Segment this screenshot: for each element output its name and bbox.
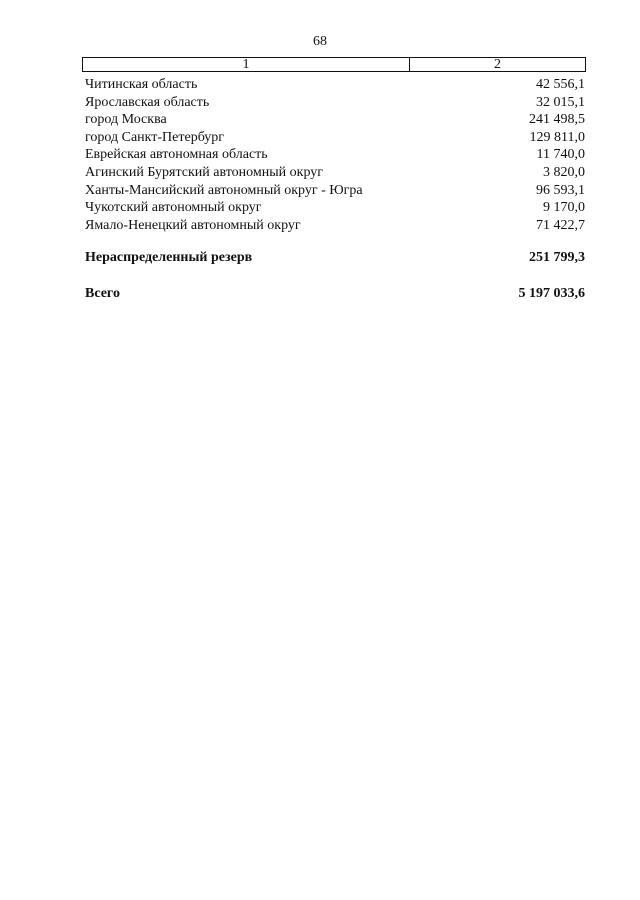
- region-name: город Санкт-Петербург: [85, 129, 225, 145]
- region-name: Ярославская область: [85, 94, 210, 110]
- region-name: город Москва: [85, 112, 167, 128]
- table-row: [85, 146, 585, 164]
- table-body: [85, 76, 585, 234]
- region-name: Агинский Бурятский автономный округ: [85, 164, 323, 180]
- total-value: 5 197 033,6: [518, 286, 585, 301]
- region-value: 32 015,1: [536, 94, 585, 110]
- table-row: [85, 164, 585, 182]
- region-value: 71 422,7: [536, 217, 585, 233]
- region-value: 129 811,0: [529, 129, 585, 145]
- region-value: 42 556,1: [536, 77, 585, 92]
- region-name: Еврейская автономная область: [85, 147, 268, 163]
- region-value: 96 593,1: [536, 182, 585, 198]
- region-value: 9 170,0: [543, 200, 585, 216]
- reserve-row: [85, 249, 585, 267]
- reserve-label: Нераспределенный резерв: [85, 250, 253, 265]
- reserve-value: 251 799,3: [529, 250, 585, 265]
- page-number: 68: [313, 34, 327, 49]
- region-name: Ямало-Ненецкий автономный округ: [85, 217, 301, 233]
- total-label: Всего: [85, 286, 120, 301]
- header-column-1: 1: [83, 58, 410, 71]
- region-value: 11 740,0: [536, 147, 585, 163]
- table-header: [82, 57, 586, 72]
- table-row: [85, 129, 585, 147]
- table-row: [85, 111, 585, 129]
- region-value: 241 498,5: [529, 112, 585, 128]
- table-row: [85, 182, 585, 200]
- table-row: [85, 94, 585, 112]
- table-row: [85, 76, 585, 94]
- total-row: [85, 285, 585, 303]
- region-name: Чукотский автономный округ: [85, 200, 262, 216]
- region-name: Ханты-Мансийский автономный округ - Югра: [85, 182, 363, 198]
- region-value: 3 820,0: [543, 164, 585, 180]
- table-row: [85, 217, 585, 235]
- table-row: [85, 199, 585, 217]
- header-column-2: 2: [494, 57, 501, 72]
- region-name: Читинская область: [85, 77, 198, 92]
